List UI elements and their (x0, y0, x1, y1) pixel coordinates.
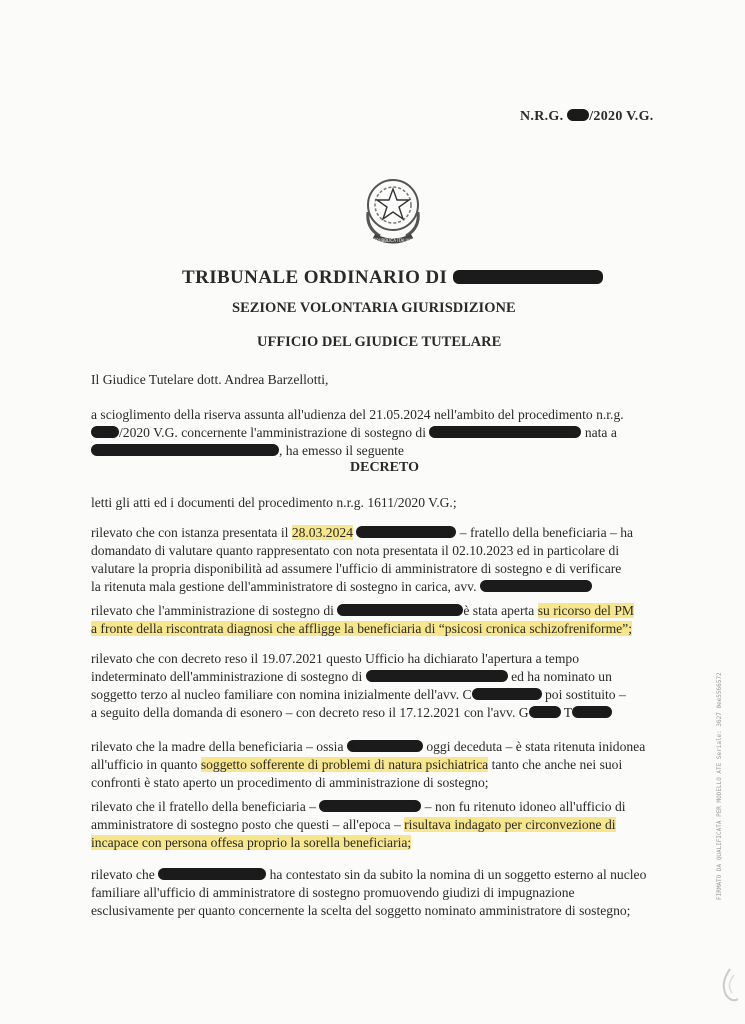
judge-line: Il Giudice Tutelare dott. Andrea Barzellotti, (91, 372, 329, 387)
side-stamp-text: FIRMATO DA QUALIFICATA PER MODELLO ATE Seriale: 3627 0ee5566572 (716, 672, 723, 900)
decree-heading: DECRETO (350, 460, 419, 475)
redaction (567, 109, 589, 121)
paragraph-1: letti gli atti ed i documenti del procedimento n.r.g. 1611/2020 V.G.; (91, 495, 457, 510)
scan-mark-icon (712, 965, 742, 1005)
office-title: UFFICIO DEL GIUDICE TUTELARE (257, 334, 502, 350)
redaction (572, 706, 612, 718)
paragraph-7: rilevato che ha contestato sin da subito la nomina di un soggetto esterno al nucleo familiare all'ufficio di amministratore di sostegno promuovendo giudizi di impugnazione esclusivamente per quanto concernente la scelta del soggetto nominato amministratore di sostegno; (91, 867, 647, 918)
redaction (480, 580, 592, 592)
highlighted-text: a fronte della riscontrata diagnosi che affligge la beneficiaria di “psicosi cronica schizofreniforme”; (91, 621, 632, 636)
redaction (347, 740, 423, 752)
svg-text:REPUBBLICA ITALIANA: REPUBBLICA ITALIANA (370, 238, 416, 243)
section-title: SEZIONE VOLONTARIA GIURISDIZIONE (232, 300, 516, 316)
redaction (366, 670, 508, 682)
redaction (472, 688, 542, 700)
paragraph-5: rilevato che la madre della beneficiaria – ossia oggi deceduta – è stata ritenuta inidonea all'ufficio in quanto soggetto sofferente di problemi di natura psichiatrica tanto che anche nei suoi confronti è stato aperto un procedimento di amministrazione di sostegno; (91, 739, 646, 790)
redaction (529, 706, 561, 718)
redaction (337, 604, 463, 616)
case-number: N.R.G. /2020 V.G. (520, 109, 654, 124)
redaction (91, 444, 279, 456)
redaction (429, 426, 581, 438)
paragraph-3: rilevato che l'amministrazione di sostegno di è stata aperta su ricorso del PM a fronte della riscontrata diagnosi che affligge la beneficiaria di “psicosi cronica schizofreniforme”; (91, 603, 634, 636)
paragraph-6: rilevato che il fratello della beneficiaria – – non fu ritenuto idoneo all'ufficio di amministratore di sostegno posto che questi – all'epoca – risultava indagato per circonvezione di incapace con persona offesa proprio la sorella beneficiaria; (91, 799, 626, 850)
highlighted-text: su ricorso del PM (537, 603, 634, 618)
highlighted-date: 28.03.2024 (291, 525, 353, 540)
redaction (319, 800, 421, 812)
redaction (453, 270, 603, 284)
redaction (356, 526, 456, 538)
highlighted-text: soggetto sofferente di problemi di natura psichiatrica (200, 757, 489, 772)
intro-paragraph: a scioglimento della riserva assunta all'udienza del 21.05.2024 nell'ambito del procedimento n.r.g. /2020 V.G. concernente l'amministrazione di sostegno di nata a , ha emesso il seguente (91, 407, 624, 458)
highlighted-text: risultava indagato per circonvezione di (404, 817, 616, 832)
highlighted-text: incapace con persona offesa proprio la sorella beneficiaria; (91, 835, 412, 850)
redaction (91, 426, 119, 438)
paragraph-2: rilevato che con istanza presentata il 28.03.2024 – fratello della beneficiaria – ha domandato di valutare quanto rappresentato con nota presentata il 02.10.2023 ed in particolare di valutare la propria disponibilità ad assumere l'ufficio di amministratore di sostegno e di verificare la ritenuta mala gestione dell'amministratore di sostegno in carica, avv. (91, 525, 634, 594)
court-title: TRIBUNALE ORDINARIO DI (182, 267, 603, 289)
paragraph-4: rilevato che con decreto reso il 19.07.2021 questo Ufficio ha dichiarato l'apertura a tempo indeterminato dell'amministrazione di sostegno di ed ha nominato un soggetto terzo al nucleo familiare con nomina inizialmente dell'avv. C poi sostituito – a seguito della domanda di esonero – con decreto reso il 17.12.2021 con l'avv. G T (91, 651, 626, 720)
emblem-ribbon-text (371, 238, 416, 243)
republic-emblem-icon (360, 172, 426, 248)
redaction (158, 868, 266, 880)
